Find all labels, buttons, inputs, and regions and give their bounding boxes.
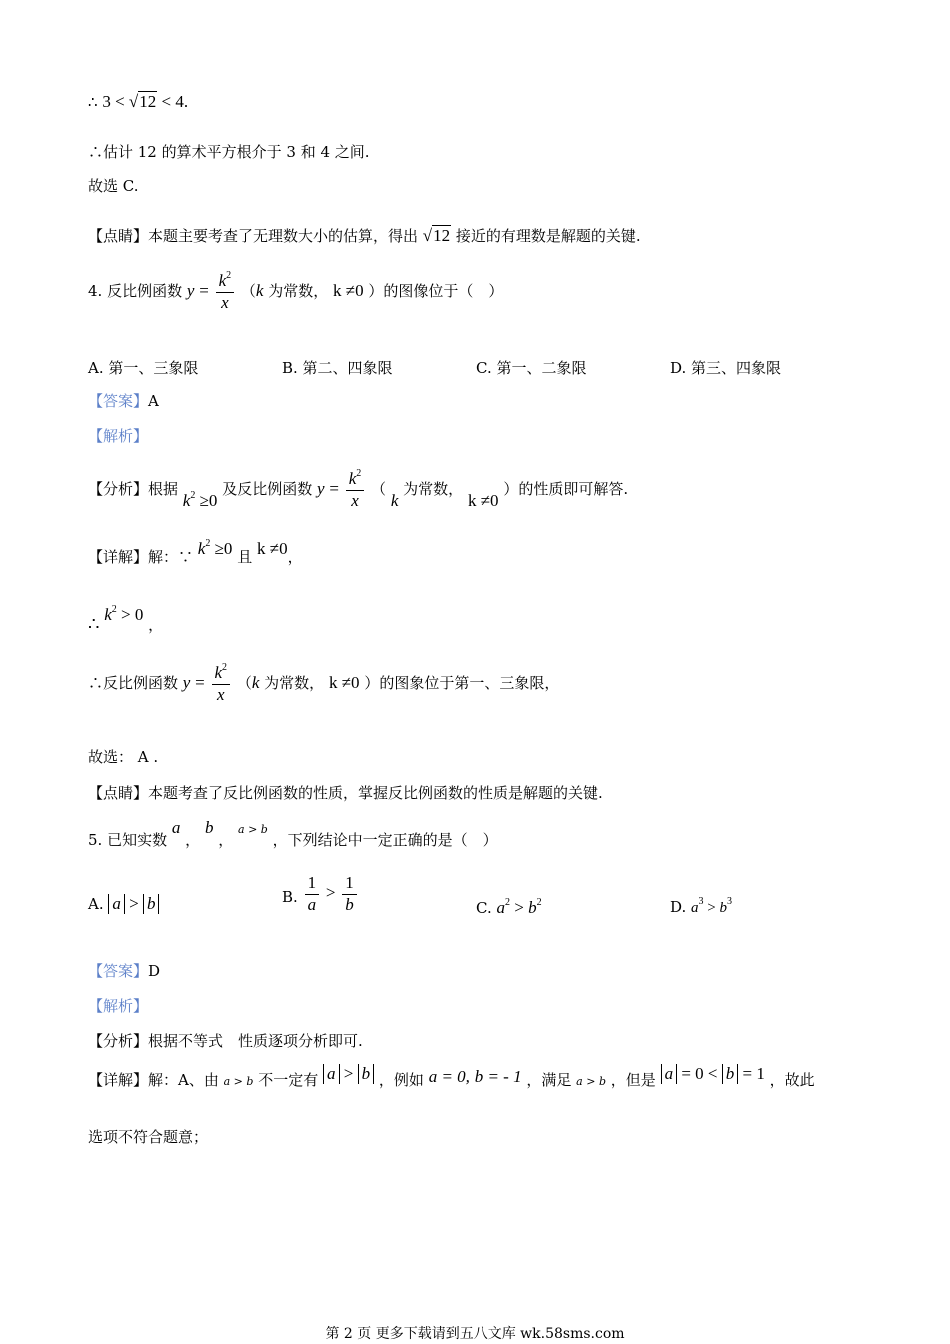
q5-option-d: D. $a^3 > b^3$ bbox=[670, 896, 733, 916]
q5-detail: 【详解】解：A、由 a > b 不一定有 a > b ，例如 a = 0, b = - 1 ，满足 a > b ，但是 a = 0 < b = 1 ，故此 bbox=[88, 1064, 815, 1089]
q3-estimate-line: ∴估计 12 的算术平方根介于 3 和 4 之间. bbox=[88, 143, 370, 161]
q4-therefore-k2: ∴ $k^2 > 0$ ， bbox=[88, 604, 164, 635]
q4-fraction: $\frac{k^2}{x}$ bbox=[216, 272, 235, 312]
q4-option-d: D. 第三、四象限 bbox=[670, 359, 782, 377]
q5-fenxi: 【分析】根据不等式 性质逐项分析即可. bbox=[88, 1032, 363, 1050]
q4-stem: 4. 反比例函数 y = $\frac{k^2}{x}$ （k 为常数， k ≠0 ）的图像位于（ ） bbox=[88, 270, 504, 312]
q5-detail-line2: 选项不符合题意； bbox=[88, 1128, 209, 1146]
q4-choose: 故选： A . bbox=[88, 748, 159, 766]
q3-choose-line: 故选 C. bbox=[88, 177, 139, 195]
q5-option-b: B. $\frac{1}{a}$ > $\frac{1}{b}$ bbox=[282, 874, 359, 914]
q4-option-c: C. 第一、二象限 bbox=[476, 359, 587, 377]
q4-option-a: A. 第一、三象限 bbox=[88, 359, 199, 377]
q3-comment: 【点睛】本题主要考查了无理数大小的估算，得出 √12 接近的有理数是解题的关键. bbox=[88, 226, 641, 245]
q4-option-b: B. 第二、四象限 bbox=[282, 359, 393, 377]
q4-fenxi: 【分析】根据 $k^2 \ge 0$ 及反比例函数 y = $\frac{k^2}{x}$ （ k 为常数， k ≠0 ）的性质即可解答. bbox=[88, 468, 629, 511]
q4-analysis-tag: 【解析】 bbox=[88, 427, 149, 445]
q4-therefore-quadrants: ∴反比例函数 y = $\frac{k^2}{x}$ （k 为常数， k ≠0 ）的图象位于第一、三象限， bbox=[88, 662, 560, 704]
q5-answer: 【答案】D bbox=[88, 962, 161, 980]
q3-therefore-line: ∴ 3 < √12 < 4. bbox=[88, 92, 189, 111]
page-footer: 第 2 页 更多下载请到五八文库 wk.58sms.com bbox=[325, 1326, 625, 1342]
q5-stem: 5. 已知实数 a ， b ， $^{a > b}$ ，下列结论中一定正确的是（ ） bbox=[88, 818, 498, 849]
q4-answer: 【答案】A bbox=[88, 392, 159, 410]
q4-detail: 【详解】解：∵ $k^2 \ge 0$ 且 k ≠0， bbox=[88, 538, 303, 566]
inequality-3-sqrt12-4: 3 < √12 < 4. bbox=[102, 92, 189, 111]
q4-comment: 【点睛】本题考查了反比例函数的性质，掌握反比例函数的性质是解题的关键. bbox=[88, 784, 603, 802]
q5-analysis-tag: 【解析】 bbox=[88, 997, 149, 1015]
q5-option-a: A. a > b bbox=[88, 894, 159, 914]
q5-option-c: C. $a^2 > b^2$ bbox=[476, 897, 542, 917]
